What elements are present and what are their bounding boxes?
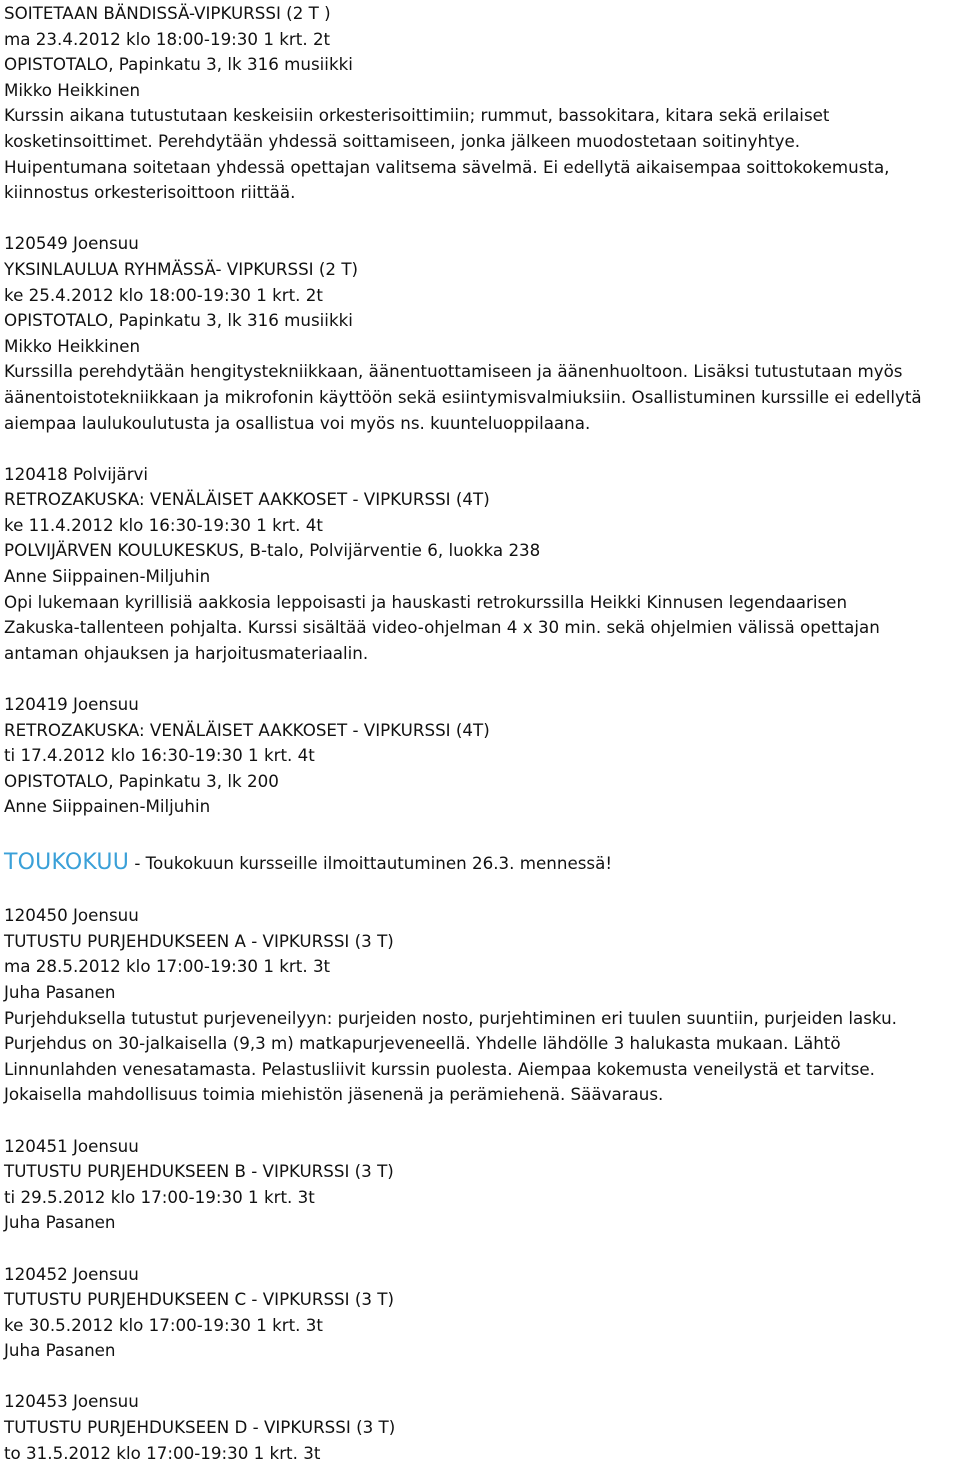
course-block-120453 [4, 1389, 956, 1466]
course-description-line: Purjehduksella tutustut purjeveneilyyn: purjeiden nosto, purjehtiminen eri tuulen suuntiin, purjeiden lasku. [4, 1007, 897, 1028]
course-code-place: 120453 Joensuu [4, 1391, 139, 1412]
month-heading: TOUKOKUU [4, 849, 130, 875]
course-description-line: Linnunlahden venesatamasta. Pelastusliivit kurssin puolesta. Aiempaa kokemusta veneilystä et tarvitse. [4, 1058, 875, 1079]
course-schedule: ma 23.4.2012 klo 18:00-19:30 1 krt. 2t [4, 28, 331, 49]
course-description-line: kosketinsoittimet. Perehdytään yhdessä soittamiseen, jonka jälkeen muodostetaan soitinyhtye. [4, 130, 801, 151]
course-description-line: Zakuska-tallenteen pohjalta. Kurssi sisältää video-ohjelman 4 x 30 min. sekä ohjelmien välissä opettajan [4, 617, 880, 638]
spacer [4, 1364, 956, 1390]
course-teacher: Juha Pasanen [4, 981, 116, 1002]
course-teacher: Juha Pasanen [4, 1212, 116, 1233]
spacer [4, 820, 956, 846]
course-teacher: Anne Siippainen-Miljuhin [4, 796, 211, 817]
course-teacher: Anne Siippainen-Miljuhin [4, 566, 211, 587]
course-location: OPISTOTALO, Papinkatu 3, lk 316 musiikki [4, 54, 353, 75]
course-code-place: 120549 Joensuu [4, 233, 139, 254]
course-schedule: ke 30.5.2012 klo 17:00-19:30 1 krt. 3t [4, 1314, 323, 1335]
course-schedule: ti 29.5.2012 klo 17:00-19:30 1 krt. 3t [4, 1186, 315, 1207]
spacer [4, 436, 956, 462]
registration-note: - Toukokuun kursseille ilmoittautuminen 26.3. mennessä! [129, 852, 613, 873]
month-heading-row [4, 846, 956, 878]
course-location: OPISTOTALO, Papinkatu 3, lk 316 musiikki [4, 310, 353, 331]
course-title: SOITETAAN BÄNDISSÄ-VIPKURSSI (2 T ) [4, 3, 331, 23]
course-title: TUTUSTU PURJEHDUKSEEN A - VIPKURSSI (3 T) [4, 930, 394, 951]
course-teacher: Mikko Heikkinen [4, 79, 141, 100]
course-schedule: ke 11.4.2012 klo 16:30-19:30 1 krt. 4t [4, 514, 323, 535]
course-title: RETROZAKUSKA: VENÄLÄISET AAKKOSET - VIPKURSSI (4T) [4, 489, 490, 510]
course-schedule: to 31.5.2012 klo 17:00-19:30 1 krt. 3t [4, 1442, 321, 1463]
course-description-line: Kurssin aikana tutustutaan keskeisiin orkesterisoittimiin; rummut, bassokitara, kitara sekä erilaiset [4, 105, 830, 126]
course-location: OPISTOTALO, Papinkatu 3, lk 200 [4, 770, 279, 791]
course-description-line: äänentoistotekniikkaan ja mikrofonin käyttöön sekä esiintymisvalmiuksiin. Osallistuminen kurssille ei edellytä [4, 386, 922, 407]
course-block-120549 [4, 231, 956, 436]
course-code-place: 120450 Joensuu [4, 905, 139, 926]
course-description-line: Huipentumana soitetaan yhdessä opettajan valitsema sävelmä. Ei edellytä aikaisempaa soittokokemusta, [4, 156, 890, 177]
course-block-120452 [4, 1262, 956, 1364]
course-description-line: Kurssilla perehdytään hengitystekniikkaan, äänentuottamiseen ja äänenhuoltoon. Lisäksi tutustutaan myös [4, 361, 903, 382]
course-description-line: kiinnostus orkesterisoittoon riittää. [4, 182, 296, 203]
course-description-line: Purjehdus on 30-jalkaisella (9,3 m) matkapurjeveneellä. Yhdelle lähdölle 3 halukasta mukaan. Lähtö [4, 1033, 841, 1054]
course-title: TUTUSTU PURJEHDUKSEEN D - VIPKURSSI (3 T) [4, 1417, 396, 1438]
course-block-soitetaan-bandissa [4, 1, 956, 206]
spacer [4, 878, 956, 904]
course-title: TUTUSTU PURJEHDUKSEEN B - VIPKURSSI (3 T) [4, 1161, 394, 1182]
course-block-120451 [4, 1134, 956, 1236]
spacer [4, 1108, 956, 1134]
spacer [4, 206, 956, 232]
course-code-place: 120451 Joensuu [4, 1135, 139, 1156]
course-code-place: 120418 Polvijärvi [4, 463, 149, 484]
course-schedule: ma 28.5.2012 klo 17:00-19:30 1 krt. 3t [4, 956, 331, 977]
course-title: TUTUSTU PURJEHDUKSEEN C - VIPKURSSI (3 T) [4, 1289, 395, 1310]
course-teacher: Juha Pasanen [4, 1340, 116, 1361]
course-schedule: ke 25.4.2012 klo 18:00-19:30 1 krt. 2t [4, 284, 323, 305]
course-teacher: Mikko Heikkinen [4, 335, 141, 356]
spacer [4, 666, 956, 692]
course-description-line: Jokaisella mahdollisuus toimia miehistön jäsenenä ja perämiehenä. Säävaraus. [4, 1084, 664, 1105]
course-title: YKSINLAULUA RYHMÄSSÄ- VIPKURSSI (2 T) [4, 258, 359, 279]
course-description-line: Opi lukemaan kyrillisiä aakkosia leppoisasti ja hauskasti retrokurssilla Heikki Kinnusen legendaarisen [4, 591, 848, 612]
course-code-place: 120419 Joensuu [4, 694, 139, 715]
course-title: RETROZAKUSKA: VENÄLÄISET AAKKOSET - VIPKURSSI (4T) [4, 719, 490, 740]
course-description-line: antaman ohjauksen ja harjoitusmateriaalin. [4, 642, 369, 663]
course-block-120450 [4, 903, 956, 1108]
course-block-120418 [4, 462, 956, 667]
course-description-line: aiempaa laulukoulutusta ja osallistua voi myös ns. kuunteluoppilaana. [4, 412, 591, 433]
course-schedule: ti 17.4.2012 klo 16:30-19:30 1 krt. 4t [4, 745, 315, 766]
course-code-place: 120452 Joensuu [4, 1263, 139, 1284]
course-block-120419 [4, 692, 956, 820]
course-location: POLVIJÄRVEN KOULUKESKUS, B-talo, Polvijärventie 6, luokka 238 [4, 540, 541, 561]
spacer [4, 1236, 956, 1262]
